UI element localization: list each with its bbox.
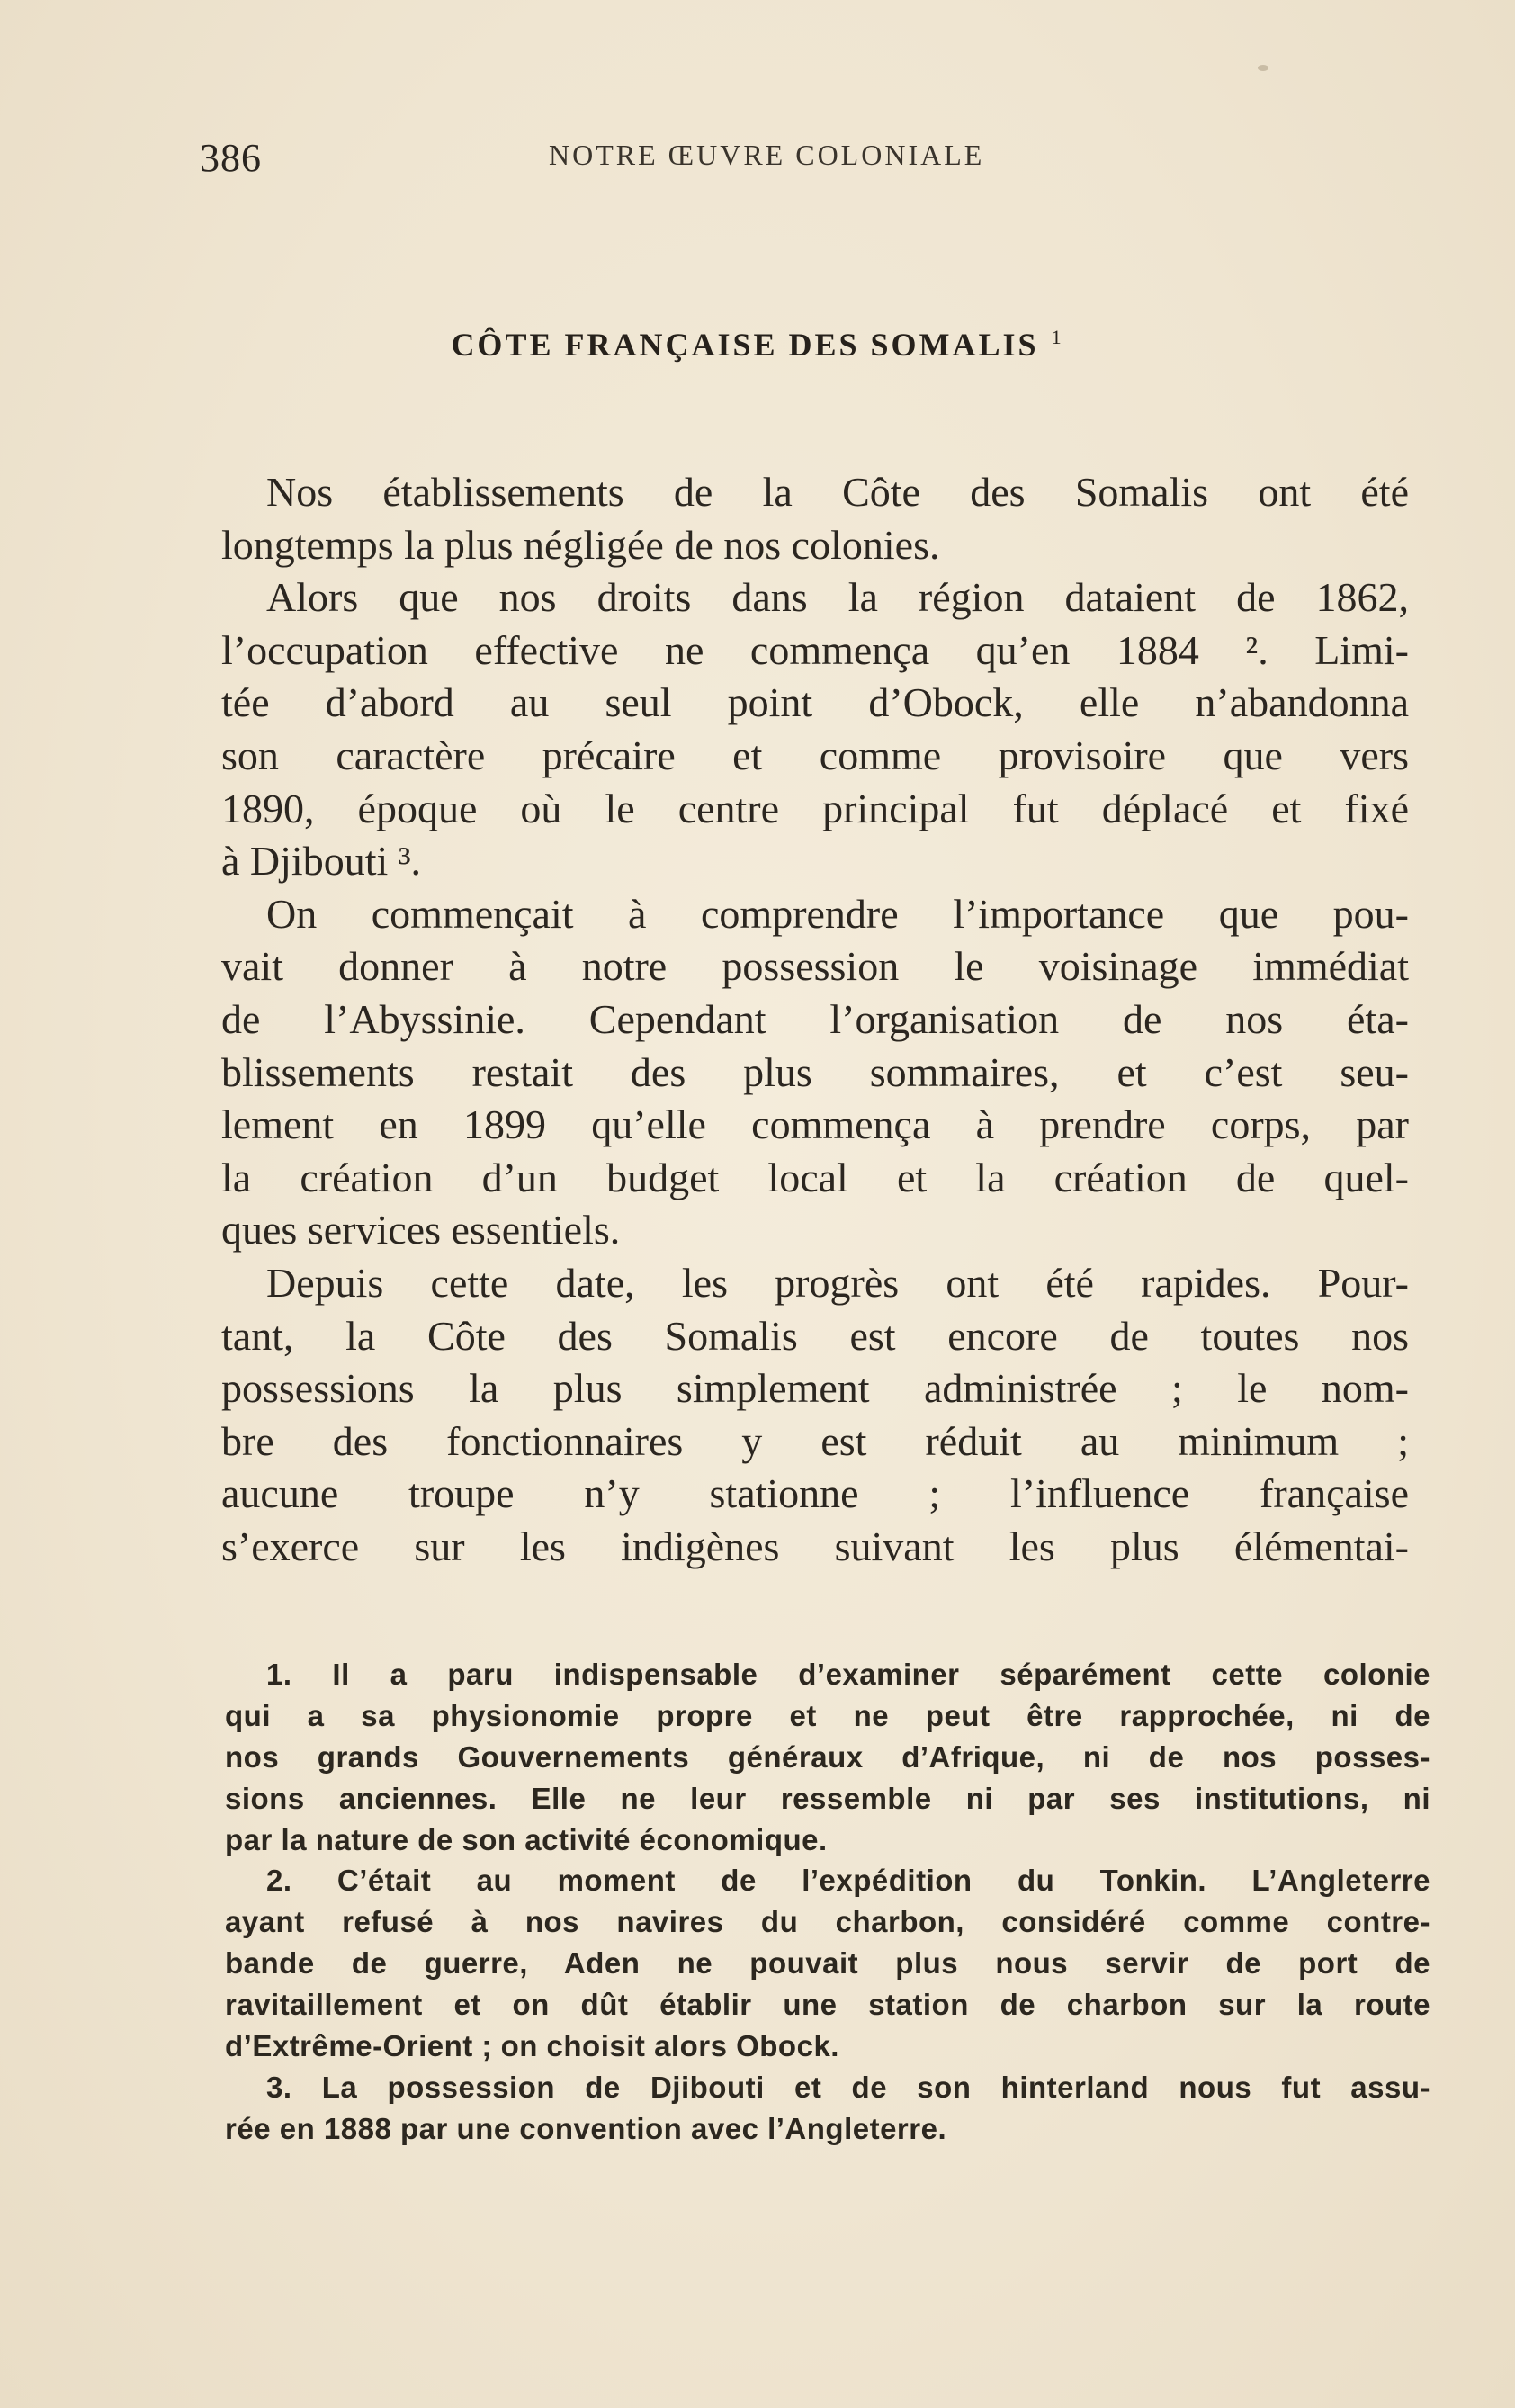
body-line: à Djibouti ³.: [221, 838, 422, 885]
page-header: [200, 135, 1414, 189]
footnotes: [225, 1654, 1430, 2150]
body-line: bre des fonctionnaires y est réduit au minimum ;: [221, 1417, 1409, 1464]
footnote-line: bande de guerre, Aden ne pouvait plus nous servir de port de: [225, 1946, 1430, 1981]
body-line: aucune troupe n’y stationne ; l’influence française: [221, 1470, 1409, 1517]
footnote-line: par la nature de son activité économique.: [225, 1822, 828, 1856]
body-line: de l’Abyssinie. Cependant l’organisation de nos éta-: [221, 995, 1409, 1042]
body-line: vait donner à notre possession le voisinage immédiat: [221, 943, 1409, 990]
body-line: lement en 1899 qu’elle commença à prendre corps, par: [221, 1101, 1409, 1148]
body-line: blissements restait des plus sommaires, et c’est seu-: [221, 1048, 1409, 1095]
body-text: [221, 466, 1409, 1573]
page-number: 386: [200, 136, 262, 180]
section-footnote-ref: 1: [1051, 326, 1064, 348]
footnote-line: qui a sa physionomie propre et ne peut être rapprochée, ni de: [225, 1698, 1430, 1732]
body-line: ques services essentiels.: [221, 1207, 621, 1253]
section-title-text: CÔTE FRANÇAISE DES SOMALIS: [451, 327, 1039, 363]
body-line: la création d’un budget local et la création de quel-: [221, 1154, 1409, 1200]
footnote-line: sions anciennes. Elle ne leur ressemble ni par ses institutions, ni: [225, 1781, 1430, 1815]
footnote-line: 3. La possession de Djibouti et de son hinterland nous fut assu-: [266, 2070, 1430, 2104]
footnote-line: ayant refusé à nos navires du charbon, considéré comme contre-: [225, 1905, 1430, 1939]
footnote-line: nos grands Gouvernements généraux d’Afrique, ni de nos posses-: [225, 1739, 1430, 1774]
body-line: tée d’abord au seul point d’Obock, elle n’abandonna: [221, 679, 1409, 726]
footnote-line: rée en 1888 par une convention avec l’Angleterre.: [225, 2111, 947, 2145]
body-line: 1890, époque où le centre principal fut déplacé et fixé: [221, 785, 1409, 831]
running-title: NOTRE ŒUVRE COLONIALE: [549, 139, 985, 171]
paper-speck: [1258, 65, 1268, 71]
footnote-line: 1. Il a paru indispensable d’examiner séparément cette colonie: [266, 1658, 1430, 1691]
body-line: On commençait à comprendre l’importance que pou-: [266, 890, 1409, 937]
body-line: longtemps la plus négligée de nos colonies.: [221, 521, 940, 568]
footnote-line: d’Extrême-Orient ; on choisit alors Obock.: [225, 2029, 839, 2063]
body-line: l’occupation effective ne commença qu’en 1884 ². Limi-: [221, 626, 1409, 673]
body-line: possessions la plus simplement administrée ; le nom-: [221, 1365, 1409, 1412]
body-line: s’exerce sur les indigènes suivant les plus élémentai-: [221, 1523, 1409, 1569]
body-line: Depuis cette date, les progrès ont été rapides. Pour-: [266, 1259, 1409, 1306]
footnote-line: ravitaillement et on dût établir une station de charbon sur la route: [225, 1988, 1430, 2022]
body-line: Alors que nos droits dans la région dataient de 1862,: [266, 574, 1409, 621]
body-line: son caractère précaire et comme provisoire que vers: [221, 732, 1409, 778]
body-line: tant, la Côte des Somalis est encore de toutes nos: [221, 1312, 1409, 1359]
section-title: [0, 326, 1515, 364]
body-line: Nos établissements de la Côte des Somalis ont été: [266, 469, 1409, 515]
footnote-line: 2. C’était au moment de l’expédition du Tonkin. L’Angleterre: [266, 1864, 1430, 1898]
